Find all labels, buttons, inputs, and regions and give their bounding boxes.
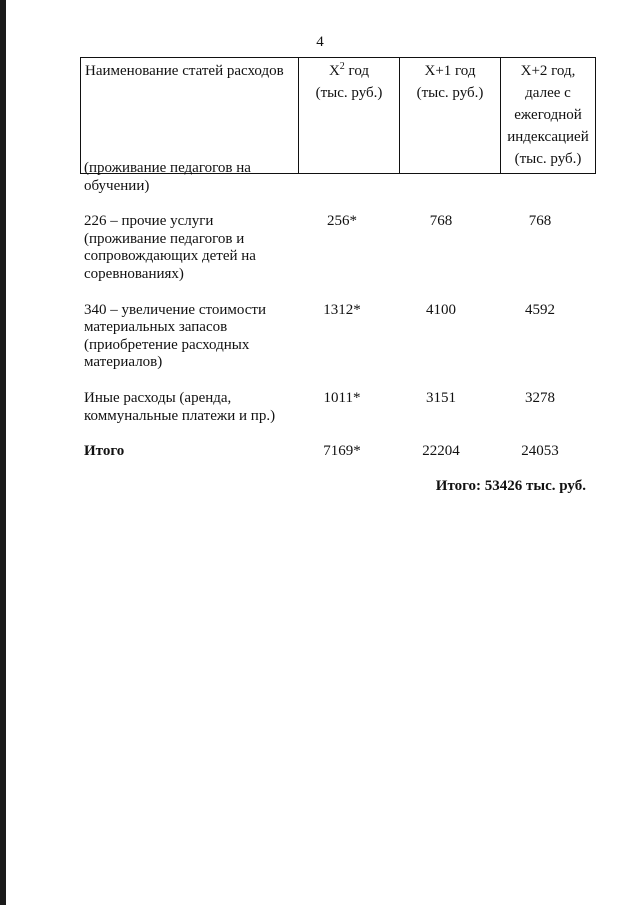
row-value-x2: 24053 — [521, 443, 559, 460]
row-value-x2: 4592 — [525, 301, 555, 318]
header-name-col: Наименование статей расходов — [81, 58, 299, 174]
row-value-x1 — [392, 160, 490, 195]
expenses-table-header — [80, 57, 596, 174]
row-name: (проживание педагогов на обучении) — [84, 160, 251, 194]
row-value-x: 7169* — [323, 443, 361, 460]
row-name: 226 – прочие услуги (проживание педагогов и сопровождающих детей на соревнованиях) — [84, 213, 256, 282]
scan-edge — [0, 0, 6, 905]
header-year-x1: X+1 год (тыс. руб.) — [400, 58, 501, 174]
page-number: 4 — [316, 34, 324, 50]
table-row-total — [80, 443, 590, 461]
table-row — [80, 390, 590, 425]
table-row — [80, 213, 590, 283]
row-name: 340 – увеличение стоимости материальных запасов (приобретение расходных материалов) — [84, 301, 266, 371]
row-name: Итого — [84, 443, 125, 460]
row-value-x2: 768 — [528, 213, 552, 230]
row-value-x: 1011* — [323, 389, 361, 406]
row-value-x: 1312* — [323, 301, 361, 318]
row-name: Иные расходы (аренда, коммунальные платежи и пр.) — [84, 389, 276, 424]
row-value-x1: 768 — [429, 213, 453, 230]
row-value-x — [292, 160, 392, 195]
row-value-x: 256* — [327, 213, 357, 230]
row-value-x2 — [490, 160, 590, 195]
row-value-x1: 3151 — [426, 389, 456, 406]
header-year-x2: X+2 год, далее с ежегодной индексацией (тыс. руб.) — [501, 58, 596, 174]
table-row — [80, 302, 590, 372]
grand-total: Итого: 53426 тыс. руб. — [435, 478, 586, 494]
row-value-x2: 3278 — [525, 389, 555, 406]
row-value-x1: 4100 — [426, 301, 456, 318]
header-year-x: $X^2$ год (тыс. руб.) — [299, 58, 400, 174]
row-value-x1: 22204 — [422, 443, 460, 460]
expenses-table-body — [80, 160, 590, 461]
table-row — [80, 160, 590, 195]
